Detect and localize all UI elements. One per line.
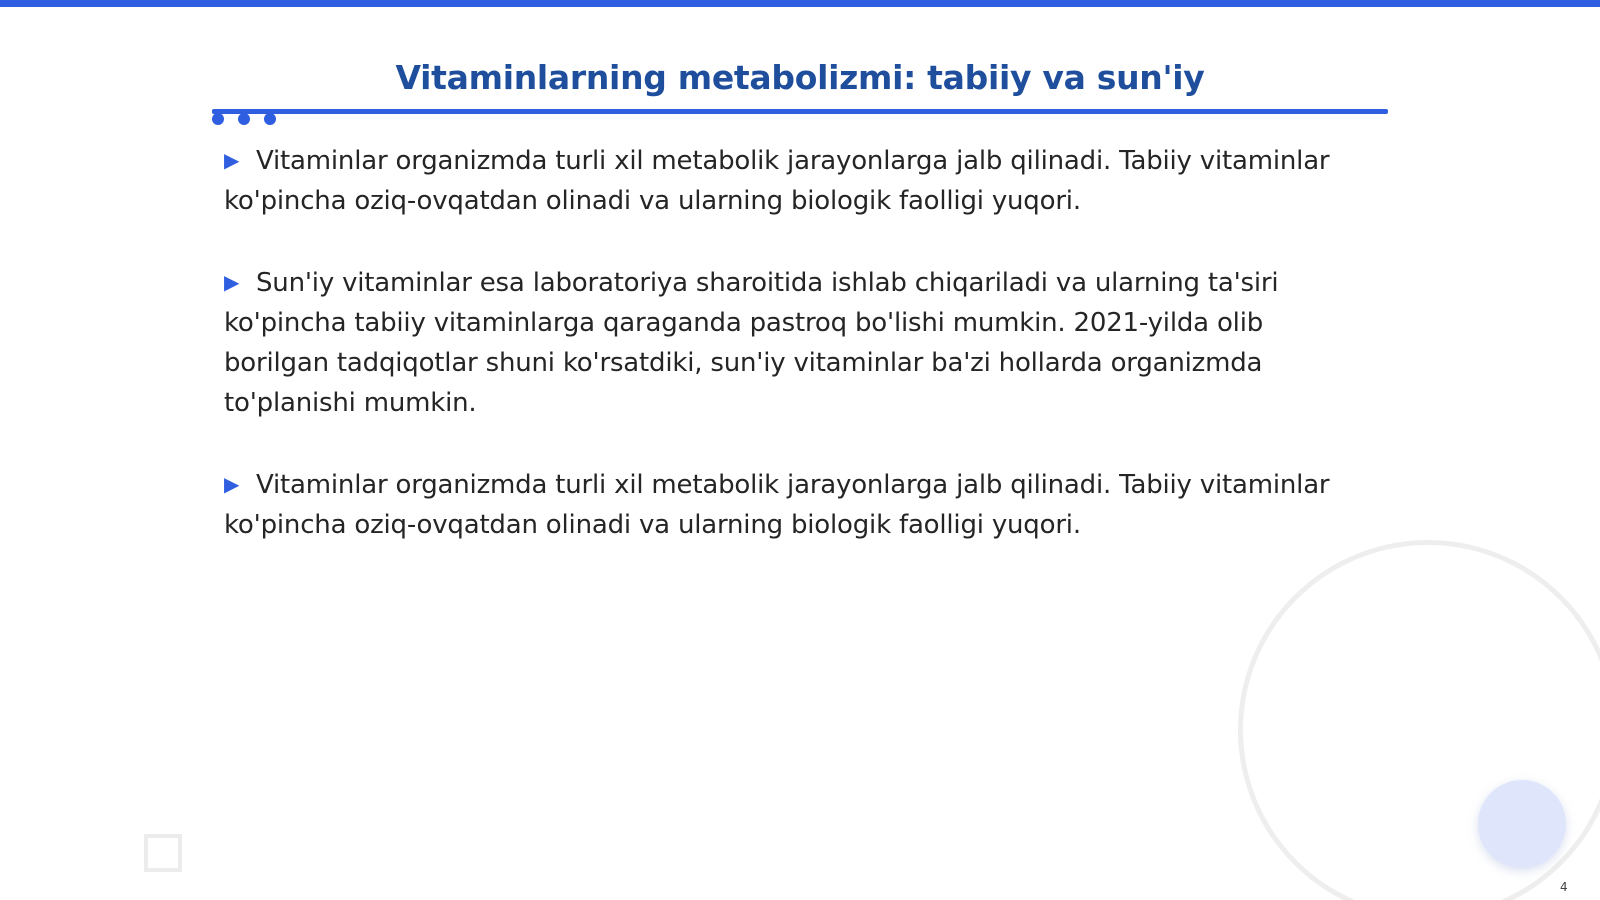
decorative-dot [238, 113, 250, 125]
page-number: 4 [1560, 880, 1568, 894]
bullet-text: Sun'iy vitaminlar esa laboratoriya sharoitida ishlab chiqariladi va ularning ta'siri ko'pincha tabiiy vitaminlarga qaraganda pastroq bo'lishi mumkin. 2021-yilda olib borilgan tadqiqotlar shuni ko'rsatdiki, sun'iy vitaminlar ba'zi hollarda organizmda to'planishi mumkin. [224, 268, 1279, 418]
decorative-dot [212, 113, 224, 125]
decorative-dot [264, 113, 276, 125]
decorative-circle [1478, 780, 1566, 868]
decorative-square [144, 834, 182, 872]
triangle-bullet-icon: ▶ [224, 148, 240, 172]
bullet-text: Vitaminlar organizmda turli xil metabolik jarayonlarga jalb qilinadi. Tabiiy vitaminlar ko'pincha oziq-ovqatdan olinadi va ularning biologik faolligi yuqori. [224, 470, 1330, 540]
top-accent-bar [0, 0, 1600, 7]
bullet-item [224, 262, 1354, 423]
bullet-text: Vitaminlar organizmda turli xil metabolik jarayonlarga jalb qilinadi. Tabiiy vitaminlar ko'pincha oziq-ovqatdan olinadi va ularning biologik faolligi yuqori. [224, 146, 1330, 216]
triangle-bullet-icon: ▶ [224, 472, 240, 496]
slide-title: Vitaminlarning metabolizmi: tabiiy va sun'iy [395, 58, 1205, 97]
bullet-list [224, 140, 1354, 586]
triangle-bullet-icon: ▶ [224, 270, 240, 294]
bullet-item [224, 140, 1354, 221]
bullet-item [224, 464, 1354, 545]
title-underline [212, 109, 1388, 114]
